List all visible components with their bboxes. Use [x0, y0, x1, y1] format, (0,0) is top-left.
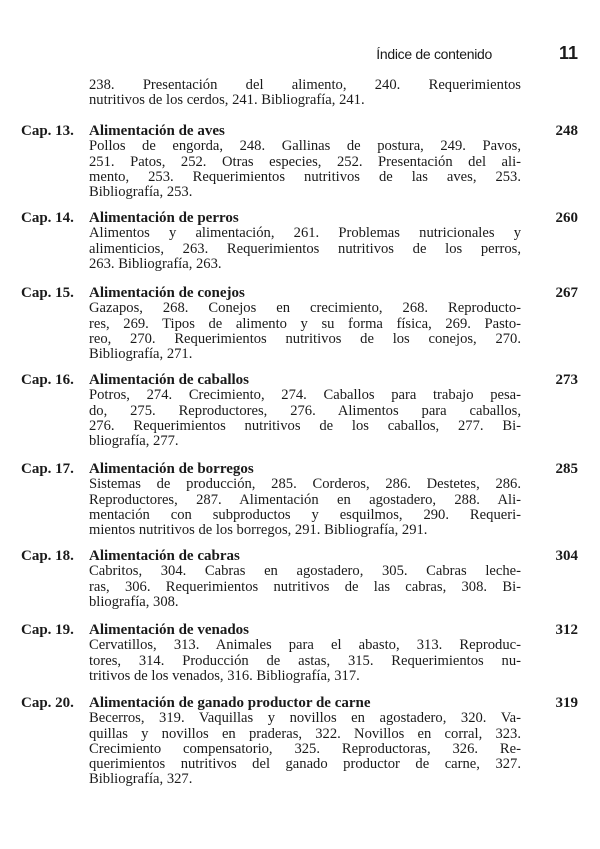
chapter-page: 319	[555, 695, 578, 711]
toc-line: do, 275. Reproductores, 276. Alimentos para caballos,	[89, 402, 521, 419]
chapter-page: 267	[555, 285, 578, 301]
toc-line: Reproductores, 287. Alimentación en agostadero, 288. Ali-	[89, 491, 521, 508]
toc-line: reo, 270. Requerimientos nutritivos de los conejos, 270.	[89, 330, 521, 347]
toc-line: Pollos de engorda, 248. Gallinas de postura, 249. Pavos,	[89, 138, 521, 155]
chapter-page: 260	[555, 210, 578, 226]
toc-line: Bibliografía, 271.	[89, 346, 193, 363]
chapter-contents	[89, 226, 521, 272]
toc-line: quillas y novillos en praderas, 322. Novillos en corral, 323.	[89, 725, 521, 742]
toc-line: 276. Requerimientos nutritivos de los caballos, 277. Bi-	[89, 417, 521, 434]
chapter-title[interactable]: Alimentación de venados	[89, 622, 250, 638]
toc-line: 263. Bibliografía, 263.	[89, 255, 222, 272]
toc-line: alimenticios, 263. Requerimientos nutritivos de los perros,	[89, 240, 521, 257]
chapter-contents	[89, 711, 521, 787]
toc-line: querimientos nutritivos del ganado productor de carne, 327.	[89, 756, 521, 773]
chapter-page: 304	[555, 548, 578, 564]
toc-line: mento, 253. Requerimientos nutritivos de las aves, 253.	[89, 168, 521, 185]
toc-line: Crecimiento compensatorio, 325. Reproductoras, 326. Re-	[89, 740, 521, 757]
chapter-contents	[89, 564, 521, 610]
chapter-label: Cap. 17.	[21, 461, 74, 477]
toc-line: bliografía, 277.	[89, 433, 179, 450]
chapter-contents	[89, 301, 521, 362]
chapter-title[interactable]: Alimentación de conejos	[89, 285, 245, 301]
toc-line: bliografía, 308.	[89, 593, 179, 610]
chapter-title[interactable]: Alimentación de borregos	[89, 461, 254, 477]
toc-line: Gazapos, 268. Conejos en crecimiento, 268. Reproducto-	[89, 300, 521, 317]
toc-line: mentación con subproductos y esquilmos, 290. Requeri-	[89, 506, 521, 523]
toc-line: Bibliografía, 327.	[89, 771, 193, 788]
chapter-contents	[89, 638, 521, 684]
chapter-label: Cap. 16.	[21, 372, 74, 388]
chapter-title[interactable]: Alimentación de aves	[89, 123, 225, 139]
chapter-contents	[89, 388, 521, 449]
chapter-label: Cap. 15.	[21, 285, 74, 301]
toc-line: Bibliografía, 253.	[89, 184, 193, 201]
toc-line: Alimentos y alimentación, 261. Problemas nutricionales y	[89, 225, 521, 242]
toc-line: Cervatillos, 313. Animales para el abasto, 313. Reproduc-	[89, 637, 521, 654]
toc-line: tores, 314. Producción de astas, 315. Requerimientos nu-	[89, 652, 521, 669]
toc-line: Becerros, 319. Vaquillas y novillos en agostadero, 320. Va-	[89, 710, 521, 727]
chapter-label: Cap. 14.	[21, 210, 74, 226]
chapter-title[interactable]: Alimentación de ganado productor de carne	[89, 695, 371, 711]
chapter-page: 312	[555, 622, 578, 638]
toc-line: mientos nutritivos de los borregos, 291. Bibliografía, 291.	[89, 522, 428, 539]
chapter-label: Cap. 19.	[21, 622, 74, 638]
chapter-title[interactable]: Alimentación de cabras	[89, 548, 240, 564]
toc-line: Potros, 274. Crecimiento, 274. Caballos para trabajo pesa-	[89, 387, 521, 404]
chapter-label: Cap. 18.	[21, 548, 74, 564]
toc-line: ras, 306. Requerimientos nutritivos de las cabras, 308. Bi-	[89, 578, 521, 595]
chapter-contents	[89, 477, 521, 538]
chapter-contents	[89, 139, 521, 200]
chapter-label: Cap. 13.	[21, 123, 74, 139]
toc-line: 238. Presentación del alimento, 240. Requerimientos	[89, 77, 521, 93]
page-number: 11	[558, 43, 578, 63]
toc-line: Sistemas de producción, 285. Corderos, 286. Destetes, 286.	[89, 476, 521, 493]
running-header: Índice de contenido	[376, 46, 492, 62]
chapter-title[interactable]: Alimentación de caballos	[89, 372, 249, 388]
toc-line: res, 269. Tipos de alimento y su forma física, 269. Pasto-	[89, 315, 521, 332]
chapter-title[interactable]: Alimentación de perros	[89, 210, 239, 226]
chapter-label: Cap. 20.	[21, 695, 74, 711]
chapter-page: 273	[555, 372, 578, 388]
toc-line: Cabritos, 304. Cabras en agostadero, 305. Cabras leche-	[89, 563, 521, 580]
chapter-page: 248	[555, 123, 578, 139]
chapter-page: 285	[555, 461, 578, 477]
toc-line: 251. Patos, 252. Otras especies, 252. Presentación del ali-	[89, 153, 521, 170]
toc-line: nutritivos de los cerdos, 241. Bibliografía, 241.	[89, 92, 365, 109]
toc-line: tritivos de los venados, 316. Bibliografía, 317.	[89, 667, 360, 684]
